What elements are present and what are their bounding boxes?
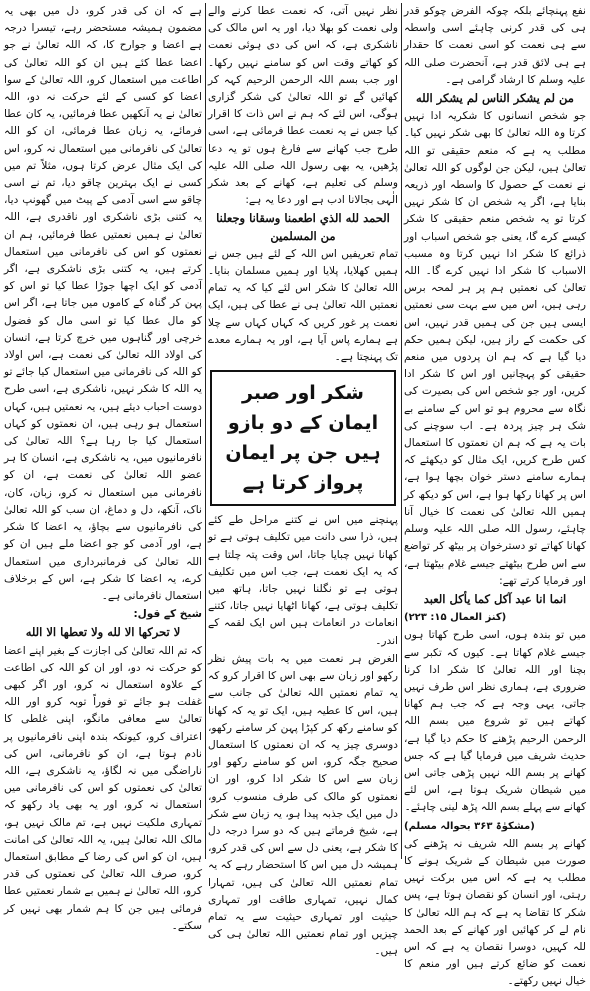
paragraph: پہنچنے میں اس نے کتنے مراحل طے کئے ہیں، ذرا سی دانت میں تکلیف ہوتی ہے تو کھانا نہیں چبایا جاتا، اس وقت پتہ چلتا ہے کہ یہ ایک نعمت ہے، جب اس میں تکلیف ہوتی ہے تو نگلنا نہیں جاتا، ہاتھ میں تکلیف ہوتی ہے، کھانا اٹھایا نہیں جاتا، کتنے انعامات در انعامات ہیں اس ایک لقمہ کے اندر۔ <box>208 514 398 647</box>
hadith-reference: (مشکوٰۃ ۳۶۳ بحوالہ مسلم) <box>404 820 535 832</box>
paragraph: الغرض ہر نعمت میں یہ بات پیش نظر رکھو اور زبان سے بھی اس کا اقرار کرو کہ یہ تمام نعمتیں اللہ تعالیٰ کی جانب سے ہیں، اس کا عطیہ ہیں، ایک تو یہ کہ کھانا کو سامنے رکھ کر کپڑا پہن کر سامنے رکھو، دوسری چیز یہ کہ ان نعمتوں کا استعمال صحیح جگہ کرو، اس کو سامنے رکھو اور زبان سے اس کا شکر ادا کرو، اور ان نعمتوں کو مالک کی طرف منسوب کرو، دل میں ایک جذبہ پیدا ہو، یہ زبان سے شکر ہے، شیخ فرماتے ہیں کہ دو سرا درجہ دل کا شکر ہے، یعنی دل سے اس کی قدر کرو، ہمیشہ دل میں اس کا استحضار رہے کہ یہ تمام نعمتیں اللہ تعالیٰ کی ہیں، تمہارا کمال نہیں، تمہاری طاقت اور تمہاری حیثیت اور تمہاری حیثیت سے یہ تمام چیزیں اور تمام نعمتیں اللہ تعالیٰ ہی کی ہیں۔ <box>208 652 398 958</box>
subheading: شیخ کے قول: <box>133 608 202 621</box>
paragraph: کہ تم اللہ تعالیٰ کی اجازت کے بغیر اپنے اعضا کو حرکت نہ دو، اور ان کو اللہ کی اطاعت کے علاوہ استعمال نہ کرو، اور اگر کبھی غفلت ہو جائے تو فوراً توبہ کرو اور اللہ تعالیٰ سے معافی مانگو، اپنی غلطی کا اعتراف کرو، کیونکہ بندہ اپنی نافرمانیوں پر نادم ہوتا ہے، ان کو نافرمانی، اس کی ناراضگی میں نہ لگاؤ، یہ ناشکری ہے، اللہ تعالیٰ کی نعمتوں کو اس کی نافرمانی میں استعمال نہ کرو، اور یہ بھی یاد رکھو کہ تمہاری ملکیت نہیں ہے، تم مالک نہیں ہو، مالک اللہ تعالیٰ ہیں، یہ اللہ تعالیٰ کی امانت ہیں، ان کو اس کی رضا کے مطابق استعمال کرو، صرف اللہ تعالیٰ کی نعمتوں کی قدر کرو، اللہ تعالیٰ نے ہمیں بے شمار نعمتیں عطا فرمائی ہیں جن کا ہم شمار بھی نہیں کر سکتے۔ <box>4 644 202 932</box>
arabic-quote: لا تحركها الا لله ولا تعطها الا الله <box>25 625 181 640</box>
paragraph: جو شخص انسانوں کا شکریہ ادا نہیں کرتا وہ اللہ تعالیٰ کا بھی شکر نہیں کیا۔ مطلب یہ ہے کہ منعم حقیقی تو اللہ تعالیٰ ہیں، لیکن جن لوگوں کو اللہ تعالیٰ نے نعمت کے حصول کا واسطہ اور ذریعہ بنایا ہے، اگر یہ شخص ان کا شکر نہیں کرتا تو یہ شخص منعم حقیقی کا شکر کیسے کرے گا، یعنی جو شخص اسباب اور ذرائع کا شکر ادا نہیں کرتا وہ مسبب الاسباب کا شکر ادا نہیں کرے گا۔ اللہ تعالیٰ کی نعمتیں ہم پر ہر لمحہ برس رہی ہیں، اس میں سے بہت سی نعمتیں ایسی ہیں جن کی ہمیں قدر نہیں، اس کی حکمت کے راز ہیں، لیکن ہمیں حکم دیا گیا ہے کہ ہم ان پردوں میں منعم حقیقی کو پہچانیں اور اس کا شکر ادا کریں، اور جو شخص اس کی بصیرت کی نگاہ سے محروم ہو تو اس کے سامنے بے شک ہر چیز پردہ ہے۔ اب سوچنے کی بات یہ ہے کہ ہم ان نعمتوں کا استعمال کس طرح کریں، ایک مثال کو دیکھئے کہ ہمارے سامنے دستر خوان بچھا ہوا ہے، اس پر کھانا رکھا ہوا ہے، اس کو دیکھ کر ہمیں اللہ تعالیٰ کی نعمت کا خیال آنا چاہئے، رسول اللہ صلی اللہ علیہ وسلم کھانا کھاتے تو دسترخوان پر بیٹھ کر تواضع سے اس طرح بیٹھتے جیسے غلام بیٹھتا ہے، اور فرمایا کرتے تھے: <box>404 110 586 587</box>
pull-quote-line-1: شکر اور صبر ایمان کے دو بازو <box>227 382 379 435</box>
article-column-left <box>4 3 202 932</box>
hadith-reference: (کنز العمال ۱۵: ۲۲۳) <box>404 612 507 624</box>
arabic-hadith: من لم يشكر الناس لم يشكر الله <box>416 91 574 106</box>
article-column-right <box>404 3 586 988</box>
paragraph: نظر نہیں آتی، کہ نعمت عطا کرنے والے ولی نعمت کو بھلا دیا، اور یہ اس مالک کی ناشکری ہے، کہ اس کی دی ہوئی نعمت کو کھاتے وقت اس کو سامنے نہیں رکھا۔ اور جب بسم اللہ الرحمن الرحیم کہہ کر کھائیں گے تو اللہ تعالیٰ کی شکر گزاری ہوگی، اس لئے کہ ہم نے اس ذات کا اقرار کیا جس نے یہ نعمت عطا فرمائی ہے، اسی طرح جب کھانے سے فارغ ہوں تو یہ دعا پڑھیں، یہ بھی رسول اللہ صلی اللہ علیہ وسلم کی تعلیم ہے، کھانے کے بعد شکر الٰہی بجالانا ادب ہے اور دعا یہ ہے: <box>208 5 398 207</box>
paragraph: میں تو بندہ ہوں، اسی طرح کھاتا ہوں جیسے غلام کھاتا ہے۔ کیوں کہ تکبر سے بچنا اور اللہ تعالیٰ کا شکر ادا کرنا ضروری ہے، ہماری نظر اس طرف نہیں جاتی، یہی وجہ ہے کہ جب ہم کھانا کھاتے ہیں تو شروع میں بسم اللہ الرحمن الرحیم پڑھنے کا حکم دیا گیا ہے، حدیث شریف میں فرمایا گیا ہے کہ جس کھانے پر بسم اللہ نہیں پڑھی جاتی اس میں شیطان شریک ہوتا ہے، اس لئے کھانے سے پہلے بسم اللہ پڑھ لینی چاہئے۔ <box>404 629 586 814</box>
arabic-dua: الحمد لله الذي اطعمنا وسقانا وجعلنا من المسلمين <box>216 211 390 243</box>
pull-quote-line-2: ہیں جن پر ایمان پرواز کرتا ہے <box>225 442 381 495</box>
column-divider <box>401 3 402 859</box>
paragraph: ہے کہ ان کی قدر کرو، دل میں بھی یہ مضمون ہمیشہ مستحضر رہے، تیسرا درجہ ہے اعضا و جوارح کا، کہ اللہ تعالیٰ نے جو اعضا عطا کئے ہیں ان کو اللہ تعالیٰ کی اطاعت میں استعمال کرو، اللہ تعالیٰ کے سوا اعضا کو کسی کے لئے حرکت نہ دو، اللہ تعالیٰ نے یہ آنکھیں عطا فرمائیں، یہ کان عطا فرمائے، یہ زبان عطا فرمائی، ان کو اللہ تعالیٰ کی نافرمانی میں استعمال نہ کرو، اس کی ایک مثال عرض کرتا ہوں، مثلاً تم میں کسی نے ایک بہترین چاقو دیا، تم نے اسی چاقو سے اسی آدمی کے پیٹ میں گھونپ دیا، یہ کتنی بڑی ناشکری اور ناقدری ہے، اللہ تعالیٰ نے ہمیں نعمتیں عطا فرمائیں، ہم ان نعمتوں کو اس کی نافرمانی میں استعمال کرتے ہیں، یہ کتنی بڑی ناشکری ہے، اگر آدمی کو ایک اچھا جوڑا عطا کیا تو اس کو پہن کر گناہ کے کاموں میں جاتا ہے، اگر اس کو مال عطا کیا تو اسی مال کو فضول خرچی اور گناہوں میں خرچ کرتا ہے، انسان کی اولاد اللہ تعالیٰ کی نعمت ہے، اس اولاد کو اللہ کی نافرمانی میں استعمال کیا جائے تو یہ اللہ کا شکر نہیں، ناشکری ہے، اسی طرح دوست احباب دیئے ہیں، یہ نعمتیں ہیں، کہاں استعمال ہو رہی ہیں، ان نعمتوں کو کہاں استعمال کیا جا رہا ہے؟ اللہ تعالیٰ کی نافرمانیوں میں، یہ ناشکری ہے، انسان کا ہر عضو اللہ تعالیٰ کی نعمت ہے، ان کو نافرمانی میں استعمال نہ کرو، زبان، کان، ناک، آنکھ، دل و دماغ، ان سب کو اللہ تعالیٰ کی نافرمانیوں سے بچاؤ، یہ اعضا کا شکر ہے، اور آدمی کو جو اعضا ملے ہیں ان کو اللہ تعالیٰ کی فرمانبرداری میں استعمال کرے، یہ اعضا کا شکر ہے، اس کے برخلاف استعمال نافرمانی ہے۔ <box>4 5 202 602</box>
paragraph: نفع پہنچائے بلکہ چوکہ الفرض چوکو قدر ہی کی قدر کرنی چاہئے اسی واسطہ سے ہی نعمت کو اسی نعمت کا حقدار ہے ہی لائق قدر ہے، آنحضرت صلی اللہ علیہ وسلم کا ارشاد گرامی ہے۔ <box>404 5 586 86</box>
column-divider <box>205 3 206 859</box>
paragraph: کھانے پر بسم اللہ شریف نہ پڑھنے کی صورت میں شیطان کے شریک ہونے کا مطلب یہ ہے کہ اس میں برکت نہیں رہتی، اور انسان کو نقصان ہوتا ہے، پس شکر کا تقاضا یہ ہے کہ ہم اللہ تعالیٰ کا نام لے کر کھائیں اور کھانے کے بعد الحمد للہ کہیں، دوسرا نقصان یہ ہے کہ اس نعمت کو ضائع کرتے ہیں اور منعم کا خیال نہیں رکھتے۔ <box>404 837 586 988</box>
article-column-middle <box>208 3 398 958</box>
arabic-hadith: انما انا عبد آكل كما يأكل العبد <box>423 591 567 606</box>
paragraph: تمام تعریفیں اس اللہ کے لئے ہیں جس نے ہمیں کھلایا، پلایا اور ہمیں مسلمان بنایا۔ اللہ تعالیٰ کا شکر اس لئے کیا کہ یہ تمام نعمتیں اللہ تعالیٰ ہی نے عطا کی ہیں، ایک نعمت پر غور کریں کہ کہاں کہاں سے چلا ہے ہمارے پاس آیا ہے، اور یہ ہمارے معدے تک پہنچتا ہے۔ <box>208 247 398 364</box>
newspaper-page <box>4 3 586 988</box>
pull-quote-box <box>210 370 396 506</box>
